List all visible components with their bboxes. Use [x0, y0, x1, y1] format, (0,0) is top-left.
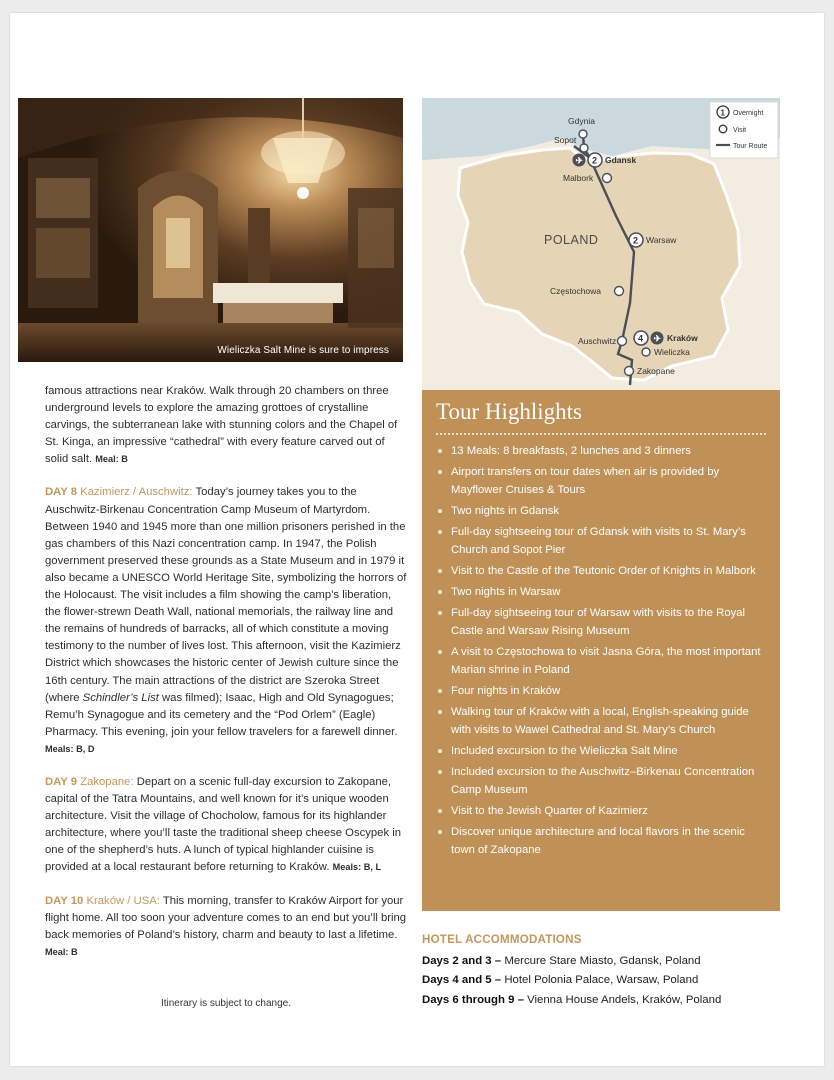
malbork-marker: [603, 174, 612, 183]
highlight-item: Full-day sightseeing tour of Gdansk with visits to St. Mary’s Church and Sopot Pier: [436, 523, 766, 559]
day-9-location: Zakopane:: [80, 775, 134, 788]
highlight-item: A visit to Częstochowa to visit Jasna Góra, the most important Marian shrine in Poland: [436, 643, 766, 679]
highlight-item: Two nights in Gdansk: [436, 502, 766, 520]
day-10-label: DAY 10: [45, 894, 84, 907]
day-8-location: Kazimierz / Auschwitz:: [80, 486, 193, 499]
hotel-name: Vienna House Andels, Kraków, Poland: [527, 993, 722, 1006]
intro-meals: Meal: B: [95, 454, 128, 465]
hotel-days: Days 2 and 3 –: [422, 954, 502, 967]
highlight-item: Airport transfers on tour dates when air is provided by Mayflower Cruises & Tours: [436, 463, 766, 499]
day-10-location: Kraków / USA:: [86, 894, 160, 907]
gdynia-marker: [579, 130, 587, 138]
poland-map: [422, 98, 780, 390]
highlight-item: Full-day sightseeing tour of Warsaw with visits to the Royal Castle and Warsaw Rising Museum: [436, 604, 766, 640]
highlight-item: Walking tour of Kraków with a local, English-speaking guide with visits to Wawel Cathedral and St. Mary’s Church: [436, 703, 766, 739]
day-10-meals: Meal: B: [45, 946, 78, 957]
krakow-label: Kraków: [667, 333, 698, 343]
gdansk-label: Gdansk: [605, 155, 637, 165]
sopot-marker: [580, 144, 588, 152]
zakopane-marker: [625, 367, 634, 376]
wieliczka-marker: [642, 348, 650, 356]
czestochowa-marker: [615, 287, 624, 296]
hotel-rows: [422, 952, 792, 1011]
day-8-meals: Meals: B, D: [45, 743, 95, 754]
highlight-item: Visit to the Castle of the Teutonic Order of Knights in Malbork: [436, 562, 766, 580]
svg-text:✈: ✈: [575, 155, 584, 166]
hotel-row: [422, 991, 792, 1011]
sopot-label: Sopot: [554, 135, 577, 145]
legend-visit-marker: [719, 125, 727, 133]
intro-paragraph: [45, 383, 407, 468]
photo-caption: Wieliczka Salt Mine is sure to impress: [217, 345, 389, 356]
highlight-item: Included excursion to the Auschwitz–Birkenau Concentration Camp Museum: [436, 763, 766, 799]
day-8-text-a: Today’s journey takes you to the Auschwitz-Birkenau Concentration Camp Museum of Martyrdom. Between 1940 and 1945 more than one million prisoners perished in the gas chambers of this Nazi concentration camp. In 1947, the Polish government preserved these grounds as a State Museum and in 1979 it also became a UNESCO World Heritage Site, symbolizing the horrors of the Holocaust. The visit includes a film showing the camp’s liberation, the flower-strewn Death Wall, national memorials, the railway line and the remains of hundreds of barracks, all of which constitute a moving testimony to the number of lives lost. This afternoon, visit the Kazimierz District which showcases the historic center of Jewish culture since the 16th century. The main attractions of the district are Szeroka Street (where: [45, 486, 407, 704]
svg-text:✈: ✈: [653, 333, 662, 344]
highlight-item: Four nights in Kraków: [436, 682, 766, 700]
malbork-label: Malbork: [563, 173, 594, 183]
country-label: POLAND: [544, 233, 599, 247]
day-10-paragraph: [45, 893, 407, 961]
day-8-paragraph: [45, 484, 407, 758]
day-9-meals: Meals: B, L: [332, 862, 382, 873]
brochure-page: [10, 13, 824, 1066]
day-8-italic: Schindler’s List: [82, 691, 159, 704]
gdynia-label: Gdynia: [568, 116, 595, 126]
hotel-accommodations: [422, 930, 792, 1010]
hotels-title: HOTEL ACCOMMODATIONS: [422, 933, 582, 946]
itinerary-text: [45, 383, 407, 977]
hotel-name: Mercure Stare Miasto, Gdansk, Poland: [504, 954, 701, 967]
gdansk-nights: 2: [592, 155, 598, 166]
hotel-days: Days 4 and 5 –: [422, 974, 502, 986]
krakow-nights: 4: [638, 333, 644, 344]
legend-route-label: Tour Route: [733, 143, 768, 150]
zakopane-label: Zakopane: [637, 366, 675, 376]
highlights-title: Tour Highlights: [436, 399, 582, 424]
hotel-days: Days 6 through 9 –: [422, 993, 524, 1006]
highlight-item: Included excursion to the Wieliczka Salt Mine: [436, 742, 766, 760]
auschwitz-marker: [618, 337, 627, 346]
day-10-text: This morning, transfer to Kraków Airport for your flight home. All too soon your adventure comes to an end but you’ll bring back memories of Poland’s history, charm and beauty to last a lifetime.: [45, 894, 407, 941]
warsaw-label: Warsaw: [646, 235, 677, 245]
hotel-row: [422, 952, 792, 972]
highlight-item: Discover unique architecture and local flavors in the scenic town of Zakopane: [436, 823, 766, 859]
legend-overnight-num: 1: [720, 108, 725, 118]
day-9-paragraph: [45, 774, 407, 877]
wieliczka-label: Wieliczka: [654, 347, 690, 357]
legend-visit-label: Visit: [733, 127, 747, 134]
day-9-text: Depart on a scenic full-day excursion to Zakopane, capital of the Tatra Mountains, and well known for it’s unique wooden architecture. Visit the village of Chocholow, famous for its highlander architecture, where you’ll taste the traditional sheep cheese Oscypek in one of the shepherd’s huts. A lunch of typical highlander cuisine is provided at a local restaurant before returning to Kraków.: [45, 775, 402, 874]
highlight-item: Visit to the Jewish Quarter of Kazimierz: [436, 802, 766, 820]
intro-text: famous attractions near Kraków. Walk through 20 chambers on three underground levels to explore the amazing grottoes of crystalline carvings, the subterranean lake with stunning colors and the Chapel of St. Kinga, an impressive “cathedral” with every feature carved out of solid salt.: [45, 385, 398, 466]
hotel-row: [422, 971, 792, 991]
salt-mine-photo: [18, 98, 403, 362]
highlight-item: Two nights in Warsaw: [436, 583, 766, 601]
day-8-label: DAY 8: [45, 486, 78, 499]
hotel-name: Hotel Polonia Palace, Warsaw, Poland: [504, 974, 699, 986]
auschwitz-label: Auschwitz: [578, 336, 617, 346]
tour-highlights-box: [422, 390, 780, 911]
legend-overnight-label: Overnight: [733, 110, 764, 117]
day-8-text-b: was filmed); Isaac, High and Old Synagogues; Remu’h Synagogue and its cemetery and the “Pod Orlem” (Eagle) Pharmacy. This evening, join your fellow travelers for a farewell dinner.: [45, 691, 398, 738]
czestochowa-label: Częstochowa: [550, 286, 602, 296]
highlights-list: [436, 442, 766, 862]
highlights-divider: [436, 433, 766, 435]
salt-chapel-image: [18, 98, 403, 362]
tour-map: [422, 98, 780, 390]
warsaw-nights: 2: [633, 235, 639, 246]
highlight-item: 13 Meals: 8 breakfasts, 2 lunches and 3 dinners: [436, 442, 766, 460]
day-9-label: DAY 9: [45, 775, 78, 788]
itinerary-note: Itinerary is subject to change.: [160, 998, 292, 1009]
